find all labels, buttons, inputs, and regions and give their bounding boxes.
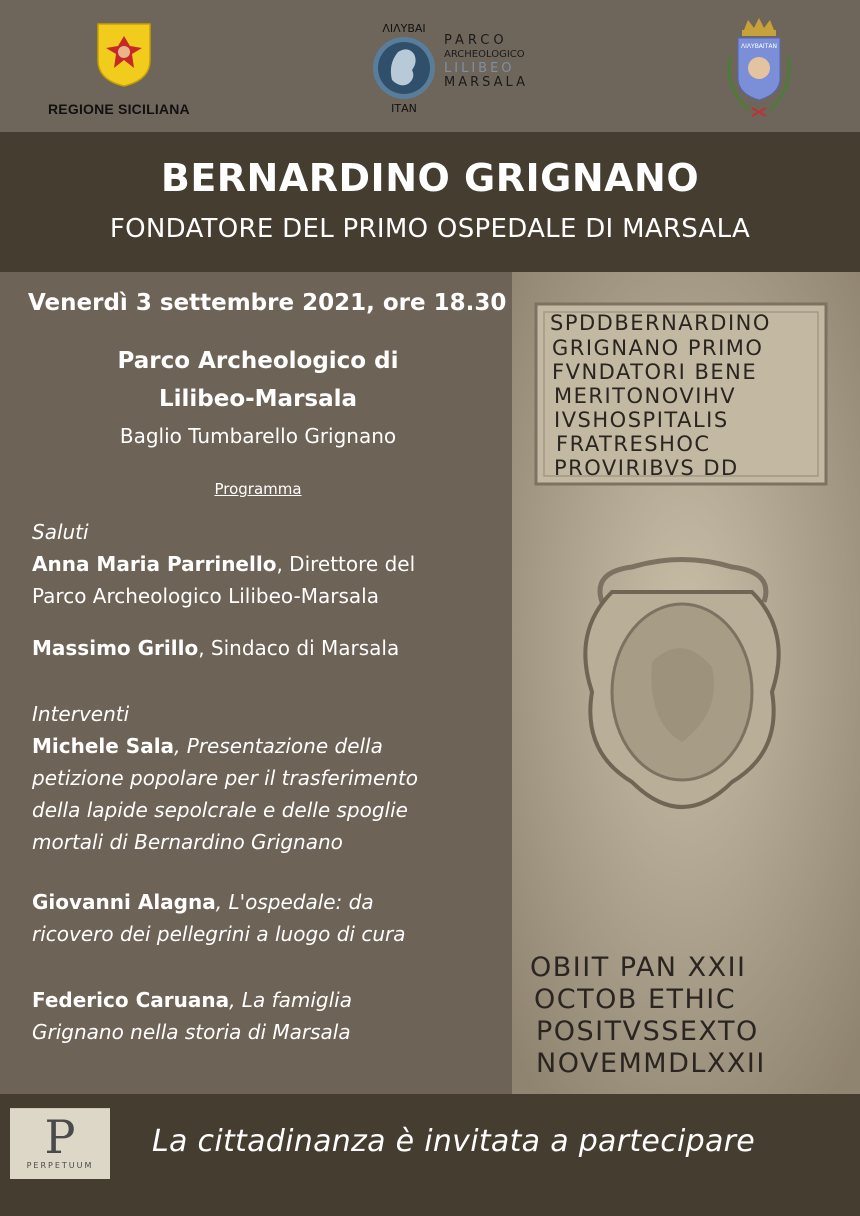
archeologico-word: ARCHEOLOGICO bbox=[444, 49, 525, 60]
svg-text:SPDDBERNARDINO: SPDDBERNARDINO bbox=[550, 311, 771, 335]
speaker-name: Federico Caruana bbox=[32, 988, 230, 1012]
venue-line-1: Parco Archeologico di bbox=[117, 348, 399, 374]
regione-siciliana-crest-icon bbox=[96, 22, 152, 88]
svg-text:FVNDATORI BENE: FVNDATORI BENE bbox=[552, 360, 758, 384]
perpetuum-logo-name: PERPETUUM bbox=[26, 1161, 94, 1170]
svg-text:ΛΙΛΥΒΑΙ: ΛΙΛΥΒΑΙ bbox=[382, 22, 426, 35]
footer-band bbox=[0, 1094, 860, 1216]
saluti-label: Saluti bbox=[32, 520, 89, 544]
perpetuum-logo-letter: P bbox=[44, 1110, 76, 1164]
svg-text:ΛΙΛΥΒΑΙΤΑΝ: ΛΙΛΥΒΑΙΤΑΝ bbox=[741, 43, 777, 50]
programma-heading: Programma bbox=[214, 480, 302, 498]
speaker-name: Michele Sala bbox=[32, 734, 175, 758]
marsala-word: MARSALA bbox=[444, 75, 528, 90]
interventi-label: Interventi bbox=[32, 702, 130, 726]
talk-title: , La famiglia bbox=[229, 988, 352, 1012]
talk-title-cont: Grignano nella storia di Marsala bbox=[32, 1020, 351, 1044]
svg-text:ΙΤΑΝ: ΙΤΑΝ bbox=[391, 102, 417, 114]
talk-title: , Presentazione della bbox=[174, 734, 383, 758]
svg-text:GRIGNANO PRIMO: GRIGNANO PRIMO bbox=[552, 336, 764, 360]
event-subtitle: FONDATORE DEL PRIMO OSPEDALE DI MARSALA bbox=[109, 214, 751, 244]
talk-alagna bbox=[32, 886, 502, 950]
talk-title-cont: ricovero dei pellegrini a luogo di cura bbox=[32, 922, 406, 946]
svg-text:IVSHOSPITALIS: IVSHOSPITALIS bbox=[554, 408, 729, 432]
marsala-city-crest-icon bbox=[722, 16, 796, 124]
perpetuum-logo bbox=[10, 1108, 110, 1179]
event-date: Venerdì 3 settembre 2021, ore 18.30 bbox=[28, 290, 507, 316]
title-band bbox=[0, 132, 860, 272]
event-title: BERNARDINO GRIGNANO bbox=[160, 156, 700, 200]
tombstone-photo bbox=[512, 272, 860, 1094]
svg-text:FRATRESHOC: FRATRESHOC bbox=[556, 432, 711, 456]
svg-text:PROVIRIBVS DD: PROVIRIBVS DD bbox=[554, 456, 739, 480]
talk-title-cont: petizione popolare per il trasferimento bbox=[32, 766, 419, 790]
talk-title-cont: della lapide sepolcrale e delle spoglie bbox=[32, 798, 408, 822]
speaker-role: , Direttore del bbox=[276, 552, 416, 576]
parco-coin-logo-icon bbox=[368, 20, 440, 114]
svg-text:OCTOB ETHIC: OCTOB ETHIC bbox=[534, 984, 737, 1015]
venue-line-2: Lilibeo-Marsala bbox=[158, 386, 358, 412]
talk-sala bbox=[32, 730, 502, 858]
parco-word: PARCO bbox=[444, 33, 508, 48]
speaker-role-cont: Parco Archeologico Lilibeo-Marsala bbox=[32, 584, 379, 608]
svg-text:OBIIT PAN XXII: OBIIT PAN XXII bbox=[530, 952, 747, 983]
svg-text:MERITONOVIHV: MERITONOVIHV bbox=[554, 384, 737, 408]
talk-title-cont: mortali di Bernardino Grignano bbox=[32, 830, 343, 854]
venue-name bbox=[0, 342, 516, 418]
speaker-name: Giovanni Alagna bbox=[32, 890, 216, 914]
talk-title: , L'ospedale: da bbox=[215, 890, 374, 914]
header-logos bbox=[0, 0, 860, 132]
svg-text:NOVEMMDLXXII: NOVEMMDLXXII bbox=[536, 1048, 766, 1079]
svg-text:POSITVSSEXTO: POSITVSSEXTO bbox=[536, 1016, 759, 1047]
parco-wordmark bbox=[444, 34, 528, 90]
tombstone-illustration bbox=[512, 272, 860, 1094]
venue-location: Baglio Tumbarello Grignano bbox=[119, 424, 397, 448]
speaker-role: , Sindaco di Marsala bbox=[198, 636, 400, 660]
talk-caruana bbox=[32, 984, 502, 1048]
invitation-text: La cittadinanza è invitata a partecipare bbox=[152, 1124, 756, 1159]
speaker-name: Massimo Grillo bbox=[32, 636, 199, 660]
region-label: REGIONE SICILIANA bbox=[48, 101, 190, 117]
speaker-parrinello bbox=[32, 548, 502, 612]
speaker-grillo bbox=[32, 632, 502, 664]
program-column bbox=[0, 272, 512, 1094]
lilibeo-word: LILIBEO bbox=[444, 61, 515, 76]
speaker-name: Anna Maria Parrinello bbox=[32, 552, 277, 576]
